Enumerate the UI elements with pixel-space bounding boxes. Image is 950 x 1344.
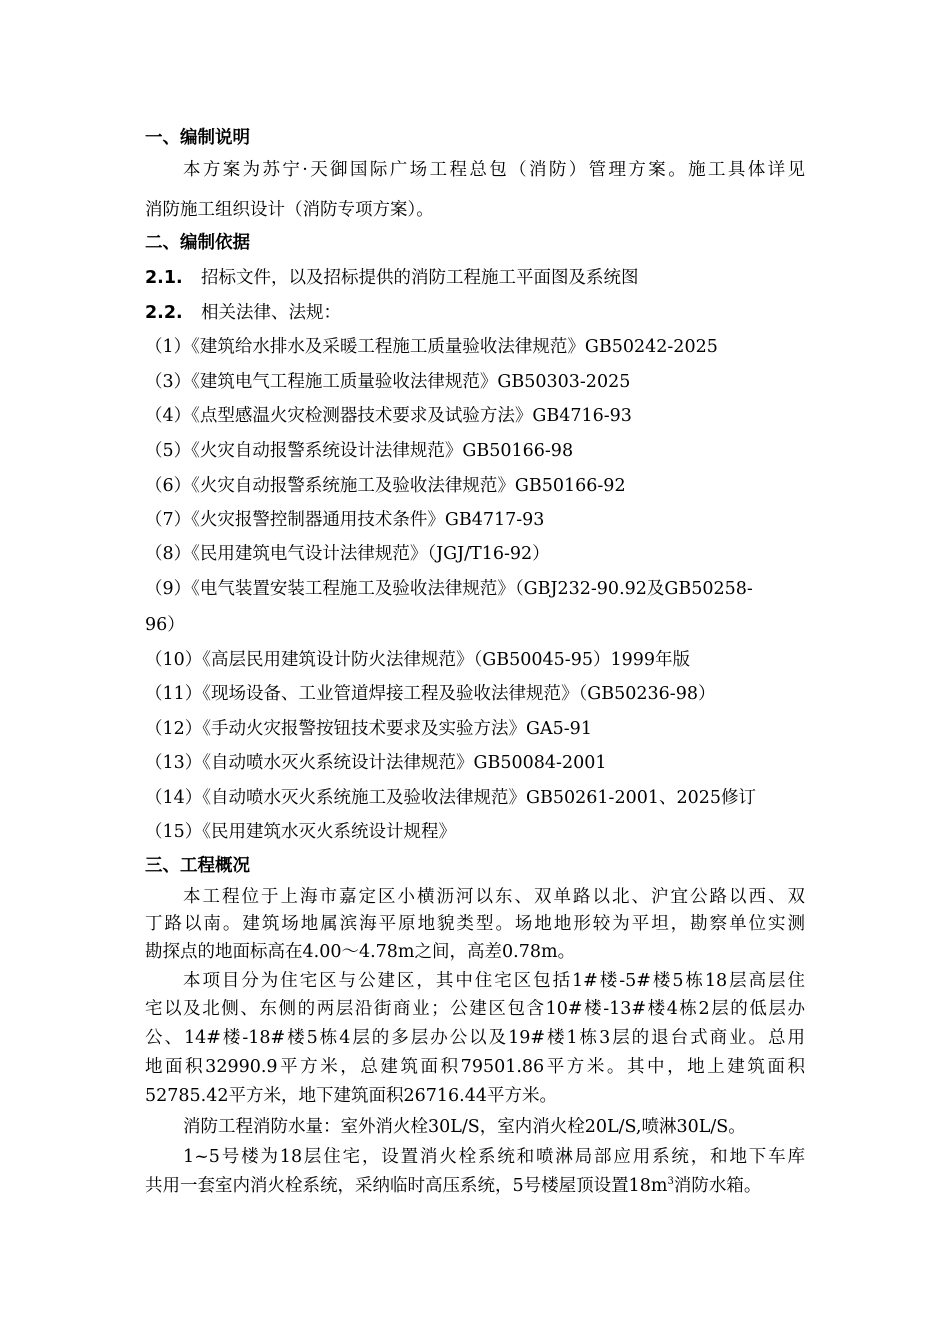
law-item: （4）《点型感温火灾检测器技术要求及试验方法》GB4716-93 <box>145 406 632 426</box>
item-2-2 <box>145 301 341 325</box>
law-item: （15）《民用建筑水灭火系统设计规程》 <box>145 822 457 842</box>
law-item: （11）《现场设备、工业管道焊接工程及验收法律规范》（GB50236-98） <box>145 684 716 704</box>
overview-paragraph-1-line-2: 丁路以南。建筑场地属滨海平原地貌类型。场地地形较为平坦，勘察单位实测 <box>145 914 805 934</box>
overview-paragraph-2-line-3: 公、14#楼-18#楼5栋4层的多层办公以及19#楼1栋3层的退台式商业。总用 <box>145 1028 805 1048</box>
law-item: （6）《火灾自动报警系统施工及验收法律规范》GB50166-92 <box>145 476 626 496</box>
law-item: （1）《建筑给水排水及采暖工程施工质量验收法律规范》GB50242-2025 <box>145 337 718 357</box>
law-item: （3）《建筑电气工程施工质量验收法律规范》GB50303-2025 <box>145 372 631 392</box>
overview-paragraph-1-line-1: 本工程位于上海市嘉定区小横沥河以东、双单路以北、沪宜公路以西、双 <box>183 887 805 907</box>
section-3-heading: 三、工程概况 <box>145 856 250 876</box>
overview-paragraph-4-line-1: 1~5号楼为18层住宅，设置消火栓系统和喷淋局部应用系统，和地下车库 <box>183 1147 805 1167</box>
superscript-3: 3 <box>667 1176 674 1188</box>
law-item: （5）《火灾自动报警系统设计法律规范》GB50166-98 <box>145 441 574 461</box>
law-item: （9）《电气装置安装工程施工及验收法律规范》（GBJ232-90.92及GB50258- <box>145 579 753 599</box>
section-1-heading: 一、编制说明 <box>145 128 250 148</box>
law-item: （10）《高层民用建筑设计防火法律规范》（GB50045-95）1999年版 <box>145 650 690 670</box>
law-item: （13）《自动喷水灭火系统设计法律规范》GB50084-2001 <box>145 753 607 773</box>
overview-paragraph-2-line-4: 地面积32990.9平方米，总建筑面积79501.86平方米。其中，地上建筑面积 <box>145 1057 805 1077</box>
overview-paragraph-2-line-2: 宅以及北侧、东侧的两层沿街商业；公建区包含10#楼-13#楼4栋2层的低层办 <box>145 999 805 1019</box>
overview-paragraph-4-line-2-text: 共用一套室内消火栓系统，采纳临时高压系统，5号楼屋顶设置18m <box>145 1176 668 1196</box>
section-2-heading: 二、编制依据 <box>145 233 250 253</box>
overview-paragraph-1-line-3: 勘探点的地面标高在4.00～4.78m之间，高差0.78m。 <box>145 942 576 962</box>
overview-paragraph-2-line-5: 52785.42平方米，地下建筑面积26716.44平方米。 <box>145 1086 558 1106</box>
item-2-2-text: 相关法律、法规： <box>201 303 341 323</box>
item-2-1-text: 招标文件，以及招标提供的消防工程施工平面图及系统图 <box>201 268 639 288</box>
law-item: （12）《手动火灾报警按钮技术要求及实验方法》GA5-91 <box>145 719 592 739</box>
section-1-paragraph-line-1: 本方案为苏宁·天御国际广场工程总包（消防）管理方案。施工具体详见 <box>183 160 805 180</box>
item-2-2-number: 2.2. <box>145 303 183 323</box>
law-item: （7）《火灾报警控制器通用技术条件》GB4717-93 <box>145 510 545 530</box>
law-item: （14）《自动喷水灭火系统施工及验收法律规范》GB50261-2001、2025修订 <box>145 788 757 808</box>
law-item: （8）《民用建筑电气设计法律规范》（JGJ/T16-92） <box>145 544 550 564</box>
section-1-paragraph-line-2: 消防施工组织设计（消防专项方案）。 <box>145 200 434 220</box>
law-item-continuation: 96） <box>145 615 185 635</box>
overview-paragraph-4-line-2 <box>145 1174 761 1198</box>
overview-paragraph-3: 消防工程消防水量：室外消火栓30L/S，室内消火栓20L/S,喷淋30L/S。 <box>183 1117 746 1137</box>
item-2-1-number: 2.1. <box>145 268 183 288</box>
overview-paragraph-2-line-1: 本项目分为住宅区与公建区，其中住宅区包括1#楼-5#楼5栋18层高层住 <box>183 971 805 991</box>
item-2-1 <box>145 266 639 290</box>
overview-paragraph-4-line-2-end: 消防水箱。 <box>673 1176 762 1196</box>
